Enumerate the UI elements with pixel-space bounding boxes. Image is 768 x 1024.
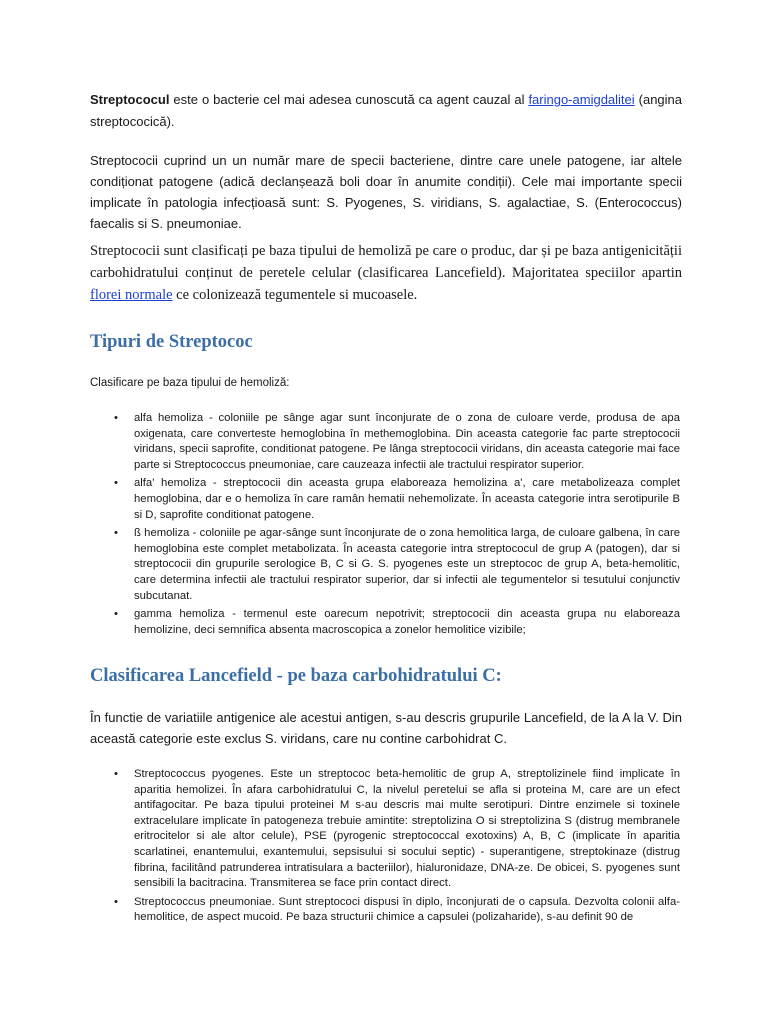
link-florei-normale[interactable]: florei normale — [90, 287, 173, 303]
species-paragraph: Streptococii cuprind un un număr mare de specii bacteriene, dintre care unele patogene, iar altele condiționat patogene (adică declanșează boli doar în anumite condiții). Cele mai importante specii implicate în patologia infecțioasă sunt: S. Pyogenes, S. viridians, S. agalactiae, S. (Enterococcus) faecalis si S. pneumoniae. — [90, 153, 682, 231]
list-item-text: gamma hemoliza - termenul este oarecum nepotrivit; streptococii din aceasta grupa nu elaboreaza hemolizine, deci semnifica absenta macroscopica a zonelor hemolitice vizibile; — [134, 608, 680, 636]
bullet: • — [114, 412, 118, 424]
list-item — [90, 895, 680, 926]
classification-paragraph — [90, 240, 682, 306]
list-item-text: Streptococcus pyogenes. Este un streptococ beta-hemolitic de grup A, streptolizinele fiind implicate în aparitia hemolizei. În afara carbohidratului C, la nivelul peretelui se afla si proteina M, care are un efect antifagocitar. Pe baza tipului proteinei M s-au descris mai multe serotipuri. Dintre enzimele si toxinele extracelulare implicate în patogeneza trebuie amintite: streptolizina O si streptolizina S (distrug membranele eritrocitelor si ale altor celule), PSE (pyrogenic streptococcal exotoxins) A, B, C (implicate în aparitia scarlatinei, enantemului, exantemului, sepsisului si socului septic) - superantigene, streptokinaze (distrug fibrina, facilitând patrunderea intratisulara a bacteriilor), hialuronidaze, DNA-ze. De obicei, S. pyogenes sunt sensibili la bacitracina. Transmiterea se face prin contact direct. — [134, 768, 680, 890]
list-item — [90, 767, 680, 892]
heading-tipuri-streptococ: Tipuri de Streptococ — [90, 332, 253, 352]
hemoliza-list — [90, 411, 680, 641]
intro-lead: Streptococul — [90, 92, 170, 107]
heading-lancefield: Clasificarea Lancefield - pe baza carbohidratului C: — [90, 666, 502, 686]
hemoliza-intro: Clasificare pe baza tipului de hemoliză: — [90, 377, 290, 389]
list-item-text: alfa' hemoliza - streptococii din aceasta grupa elaboreaza hemolizina a', care metabolizeaza complet hemoglobina, dar e o hemoliza în care ramân hematii nehemolizate. În aceasta categorie intra serotipurile B si D, saprofite conditionat patogene. — [134, 477, 680, 521]
lancefield-paragraph: În functie de variatiile antigenice ale acestui antigen, s-au descris grupurile Lancefield, de la A la V. Din această categorie este exclus S. viridans, care nu contine carbohidrat C. — [90, 710, 682, 746]
list-item — [90, 411, 680, 473]
bullet: • — [114, 768, 118, 780]
intro-text-2: (angina streptococică). — [90, 92, 682, 129]
bullet: • — [114, 527, 118, 540]
bullet: • — [114, 608, 118, 621]
list-item — [90, 607, 680, 638]
intro-paragraph — [90, 89, 682, 133]
list-item-text: Streptococcus pneumoniae. Sunt streptococi dispusi în diplo, înconjurati de o capsula. Dezvolta colonii alfa-hemolitice, de aspect mucoid. Pe baza structurii chimice a capsulei (polizaharide), s-au definit 90 de — [134, 895, 680, 924]
list-item — [90, 476, 680, 523]
bullet: • — [114, 895, 118, 908]
lancefield-list — [90, 767, 680, 929]
classification-text-1: Streptococii sunt clasificați pe baza tipului de hemoliză pe care o produc, dar și pe baza antigenicității carbohidratului conținut de peretele celular (clasificarea Lancefield). Majoritatea speciilor apartin — [90, 243, 682, 281]
link-faringo-amigdalitei[interactable]: faringo-amigdalitei — [528, 92, 635, 107]
list-item-text: ß hemoliza - coloniile pe agar-sânge sunt înconjurate de o zona hemolitica larga, de culoare galbena, în care hemoglobina este complet metabolizata. În aceasta categorie intra streptococul de grup A (patogen), dar si streptococii din grupurile serologice B, C si G. S. pyogenes este un streptococ de grup A, beta-hemolitic, care determina infectii ale tractului respirator superior, dar si infectii ale tegumentelor si tesutului conjunctiv subcutanat. — [134, 527, 680, 602]
intro-text-1: este o bacterie cel mai adesea cunoscută ca agent cauzal al — [169, 92, 529, 107]
list-item-text: alfa hemoliza - coloniile pe sânge agar sunt înconjurate de o zona de culoare verde, produsa de apa oxigenata, care converteste hemoglobina în methemoglobina. Din aceasta categorie fac parte streptococii viridans, specii saprofite, conditionat patogene. Pe lânga streptococii viridans, din aceasta categorie mai face parte si Streptococcus pneumoniae, care cauzeaza infectii ale tractului respirator superior. — [134, 412, 680, 471]
list-item — [90, 526, 680, 604]
classification-text-2: ce colonizează tegumentele si mucoasele. — [172, 287, 418, 303]
bullet: • — [114, 477, 118, 490]
